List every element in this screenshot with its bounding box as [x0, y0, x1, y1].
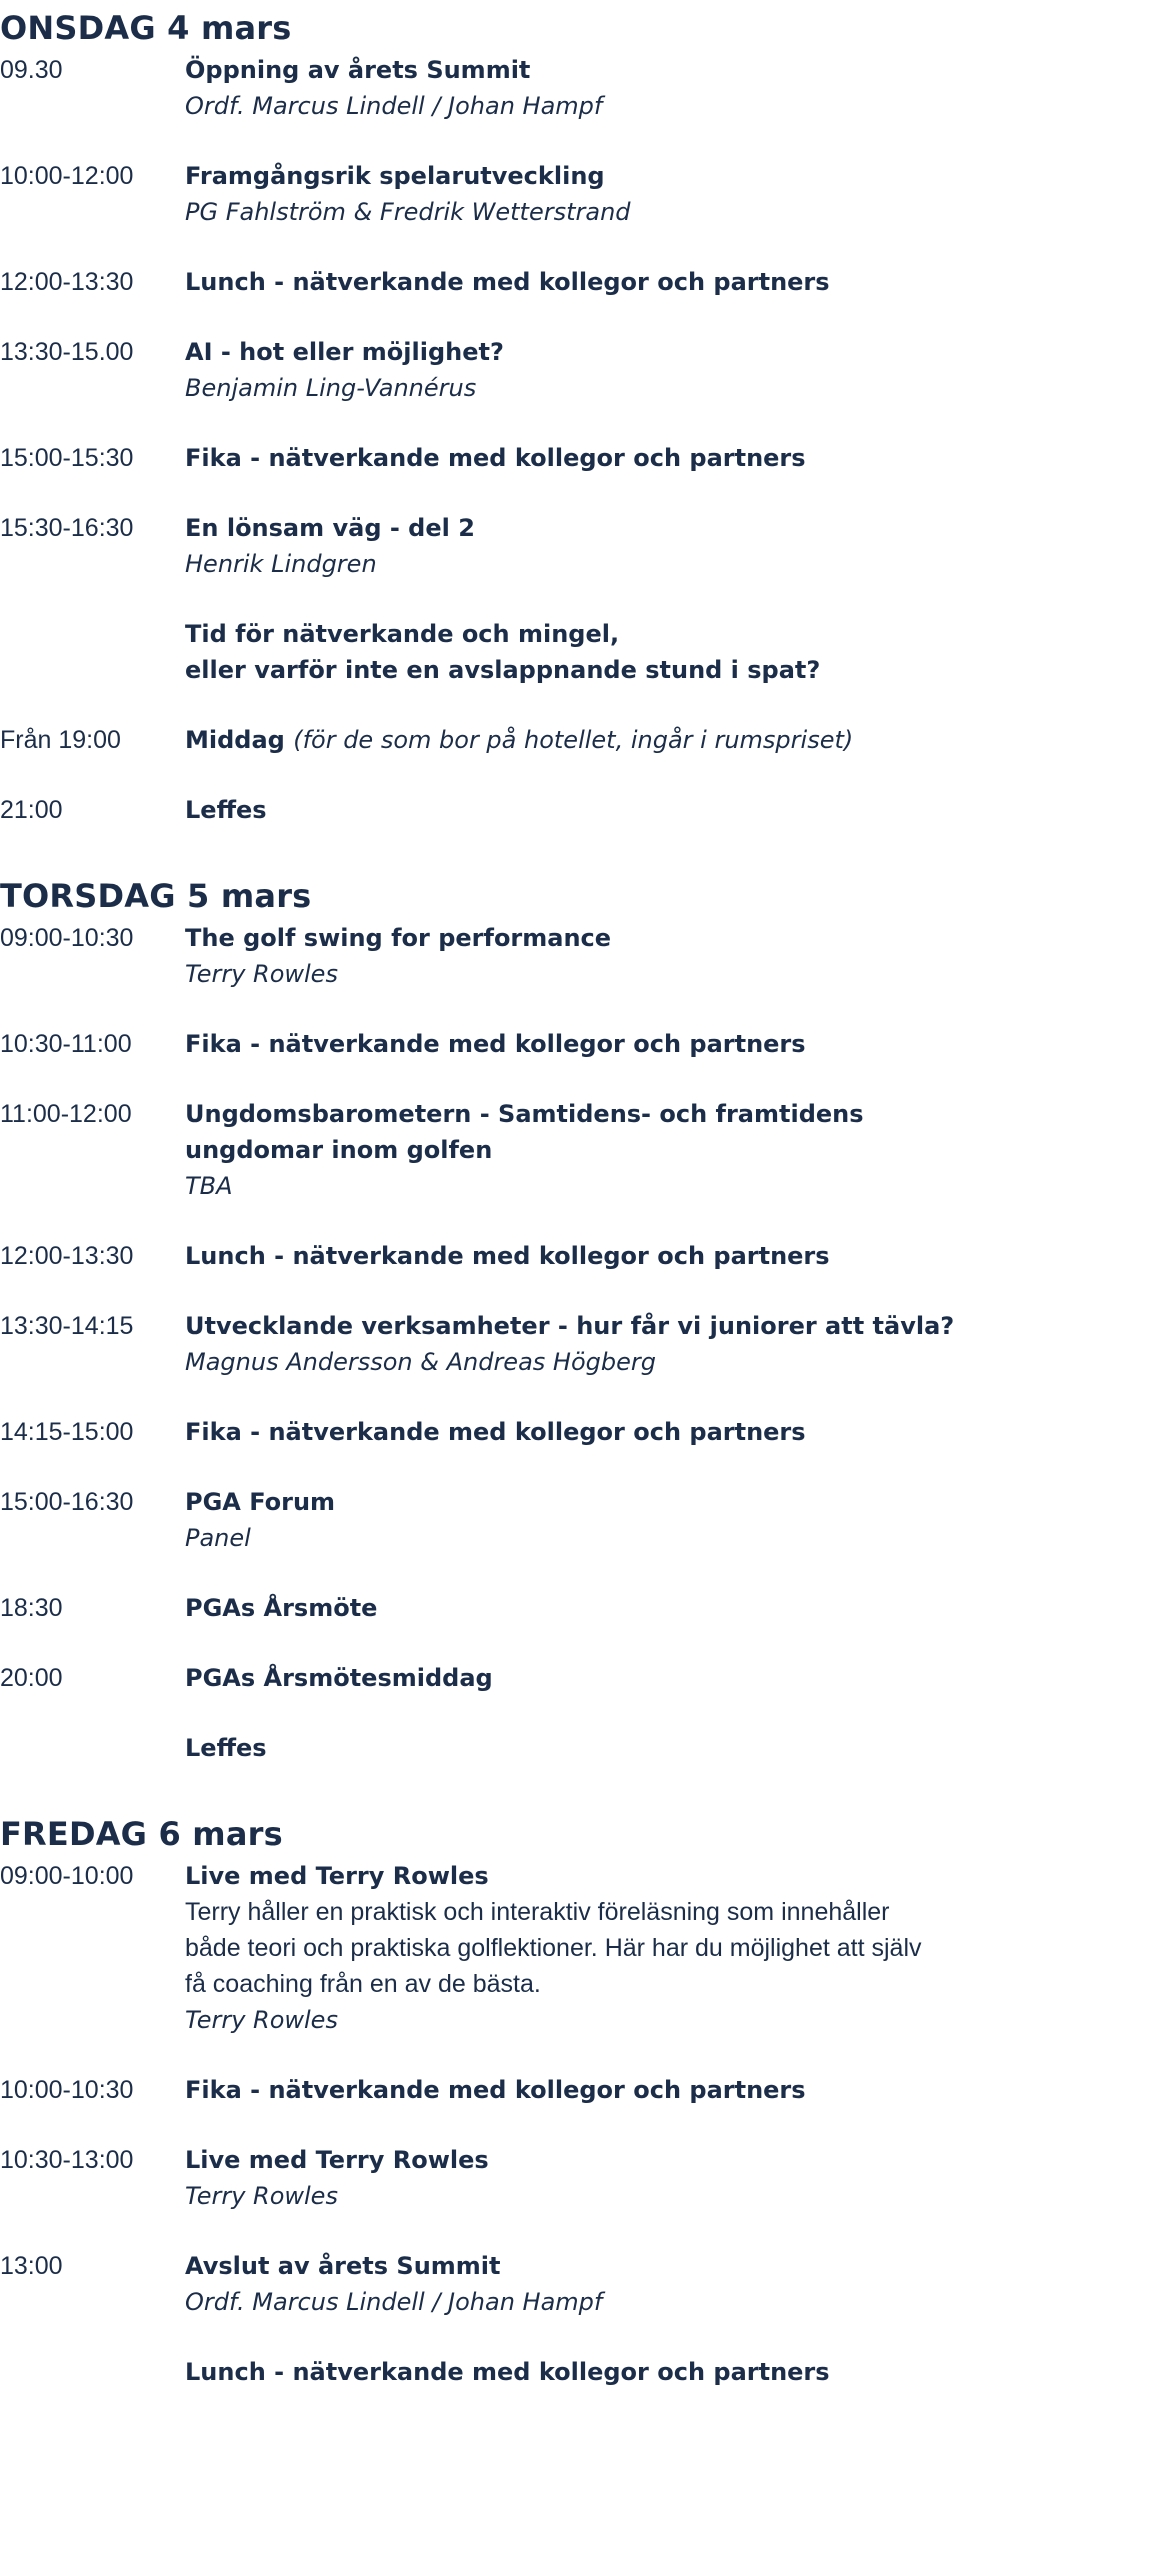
schedule-row: [0, 1026, 1154, 1062]
session-title-line: [185, 792, 1154, 828]
session-title: En lönsam väg - del 2: [185, 514, 475, 542]
session-time: 20:00: [0, 1664, 63, 1692]
session-title-continued: ungdomar inom golfen: [185, 1136, 493, 1164]
schedule-row: [0, 2354, 1154, 2390]
session-content: [185, 792, 1154, 828]
session-title: Tid för nätverkande och mingel,: [185, 620, 620, 648]
session-time: 13:30-15.00: [0, 338, 134, 366]
session-title-line: [185, 264, 1154, 300]
schedule-row: [0, 722, 1154, 758]
session-title-line: [185, 510, 1154, 546]
schedule-row: [0, 1308, 1154, 1380]
session-title-line: [185, 1238, 1154, 1274]
session-time: 09:00-10:30: [0, 924, 134, 952]
session-time: 12:00-13:30: [0, 1242, 134, 1270]
session-speaker: Benjamin Ling-Vannérus: [185, 374, 477, 402]
session-title: Fika - nätverkande med kollegor och partners: [185, 1030, 806, 1058]
session-content: [185, 1026, 1154, 1062]
session-speaker: PG Fahlström & Fredrik Wetterstrand: [185, 198, 631, 226]
schedule-row: [0, 158, 1154, 230]
session-title: Live med Terry Rowles: [185, 1862, 489, 1890]
day-title: ONSDAG 4 mars: [0, 9, 292, 47]
day-section: [0, 868, 1154, 1766]
schedule-row: [0, 1484, 1154, 1556]
session-title: Framgångsrik spelarutveckling: [185, 162, 605, 190]
session-time: 11:00-12:00: [0, 1100, 132, 1128]
session-title: Leffes: [185, 796, 267, 824]
session-content: [185, 2354, 1154, 2390]
session-content: [185, 2142, 1154, 2214]
session-time: 15:00-15:30: [0, 444, 134, 472]
session-title: AI - hot eller möjlighet?: [185, 338, 504, 366]
session-time: 10:00-10:30: [0, 2076, 134, 2104]
schedule-row: [0, 1238, 1154, 1274]
session-content: [185, 1238, 1154, 1274]
session-time: 15:30-16:30: [0, 514, 134, 542]
session-title-line: [185, 158, 1154, 194]
session-title: Leffes: [185, 1734, 267, 1762]
session-title: Middag: [185, 726, 285, 754]
session-title: Fika - nätverkande med kollegor och partners: [185, 2076, 806, 2104]
session-time: 09.30: [0, 56, 63, 84]
session-content: [185, 1730, 1154, 1766]
schedule-row: [0, 264, 1154, 300]
session-title-line: [185, 440, 1154, 476]
session-title-line: [185, 722, 1154, 758]
schedule-row: [0, 52, 1154, 124]
day-section: [0, 1806, 1154, 2390]
schedule-row: [0, 1096, 1154, 1204]
session-description-line: Terry håller en praktisk och interaktiv föreläsning som innehåller: [185, 1898, 890, 1926]
session-time: 12:00-13:30: [0, 268, 134, 296]
schedule-row: [0, 616, 1154, 688]
session-title: Fika - nätverkande med kollegor och partners: [185, 1418, 806, 1446]
session-time: 10:30-13:00: [0, 2146, 134, 2174]
day-title: FREDAG 6 mars: [0, 1815, 283, 1853]
session-content: [185, 2248, 1154, 2320]
schedule-row: [0, 2142, 1154, 2214]
session-content: [185, 264, 1154, 300]
session-content: [185, 1660, 1154, 1696]
session-time: 13:30-14:15: [0, 1312, 134, 1340]
schedule-row: [0, 1414, 1154, 1450]
session-title: Lunch - nätverkande med kollegor och partners: [185, 1242, 830, 1270]
session-content: [185, 722, 1154, 758]
session-content: [185, 1096, 1154, 1204]
session-title-line: [185, 1096, 1154, 1132]
session-note: (för de som bor på hotellet, ingår i rumspriset): [293, 726, 854, 754]
session-description-line: både teori och praktiska golflektioner. Här har du möjlighet att själv: [185, 1934, 922, 1962]
schedule-row: [0, 2072, 1154, 2108]
session-title: Öppning av årets Summit: [185, 56, 531, 84]
session-title-line: [185, 920, 1154, 956]
session-title-continued: eller varför inte en avslappnande stund i spat?: [185, 656, 821, 684]
session-content: [185, 616, 1154, 688]
schedule-row: [0, 1730, 1154, 1766]
session-title-line: [185, 2142, 1154, 2178]
session-content: [185, 1590, 1154, 1626]
session-title-line: [185, 2354, 1154, 2390]
session-title: Ungdomsbarometern - Samtidens- och framtidens: [185, 1100, 864, 1128]
session-speaker: Henrik Lindgren: [185, 550, 377, 578]
session-title: Avslut av årets Summit: [185, 2252, 501, 2280]
session-time: 14:15-15:00: [0, 1418, 134, 1446]
session-time: 09:00-10:00: [0, 1862, 134, 1890]
session-content: [185, 158, 1154, 230]
schedule-row: [0, 1858, 1154, 2038]
session-title: PGA Forum: [185, 1488, 336, 1516]
session-time: 15:00-16:30: [0, 1488, 134, 1516]
session-content: [185, 1414, 1154, 1450]
session-speaker: Ordf. Marcus Lindell / Johan Hampf: [185, 2288, 603, 2316]
session-title-line: [185, 1414, 1154, 1450]
session-time: 10:30-11:00: [0, 1030, 132, 1058]
session-content: [185, 1308, 1154, 1380]
session-title-line: [185, 2248, 1154, 2284]
day-title: TORSDAG 5 mars: [0, 877, 312, 915]
session-title-line: [185, 52, 1154, 88]
session-speaker: Ordf. Marcus Lindell / Johan Hampf: [185, 92, 603, 120]
schedule-row: [0, 440, 1154, 476]
schedule-row: [0, 792, 1154, 828]
session-title-line: [185, 334, 1154, 370]
session-title-line: [185, 1026, 1154, 1062]
session-time: Från 19:00: [0, 726, 121, 754]
session-title-line: [185, 1858, 1154, 1894]
session-title-line: [185, 1660, 1154, 1696]
session-speaker: Panel: [185, 1524, 251, 1552]
session-content: [185, 920, 1154, 992]
schedule-row: [0, 920, 1154, 992]
session-title: Utvecklande verksamheter - hur får vi juniorer att tävla?: [185, 1312, 955, 1340]
session-speaker: Terry Rowles: [185, 2182, 338, 2210]
session-content: [185, 2072, 1154, 2108]
session-title: The golf swing for performance: [185, 924, 612, 952]
session-content: [185, 510, 1154, 582]
schedule-row: [0, 1590, 1154, 1626]
session-title: PGAs Årsmöte: [185, 1594, 378, 1622]
schedule-row: [0, 1660, 1154, 1696]
day-section: [0, 0, 1154, 828]
session-title-line: [185, 1484, 1154, 1520]
schedule-row: [0, 334, 1154, 406]
schedule-row: [0, 510, 1154, 582]
session-title: Lunch - nätverkande med kollegor och partners: [185, 268, 830, 296]
session-content: [185, 1484, 1154, 1556]
schedule-row: [0, 2248, 1154, 2320]
session-content: [185, 440, 1154, 476]
session-content: [185, 334, 1154, 406]
session-time: 13:00: [0, 2252, 63, 2280]
session-time: 10:00-12:00: [0, 162, 134, 190]
session-content: [185, 1858, 1154, 2038]
session-time: 18:30: [0, 1594, 63, 1622]
session-speaker: Terry Rowles: [185, 960, 338, 988]
session-time: 21:00: [0, 796, 63, 824]
session-speaker: Magnus Andersson & Andreas Högberg: [185, 1348, 656, 1376]
session-title-line: [185, 1590, 1154, 1626]
session-speaker: Terry Rowles: [185, 2006, 338, 2034]
session-title-line: [185, 2072, 1154, 2108]
session-title: PGAs Årsmötesmiddag: [185, 1664, 493, 1692]
session-content: [185, 52, 1154, 124]
session-title-line: [185, 616, 1154, 652]
session-title: Fika - nätverkande med kollegor och partners: [185, 444, 806, 472]
session-speaker: TBA: [185, 1172, 233, 1200]
session-title-line: [185, 1308, 1154, 1344]
session-title-line: [185, 1730, 1154, 1766]
session-description-line: få coaching från en av de bästa.: [185, 1970, 541, 1998]
session-title: Lunch - nätverkande med kollegor och partners: [185, 2358, 830, 2386]
session-title: Live med Terry Rowles: [185, 2146, 489, 2174]
